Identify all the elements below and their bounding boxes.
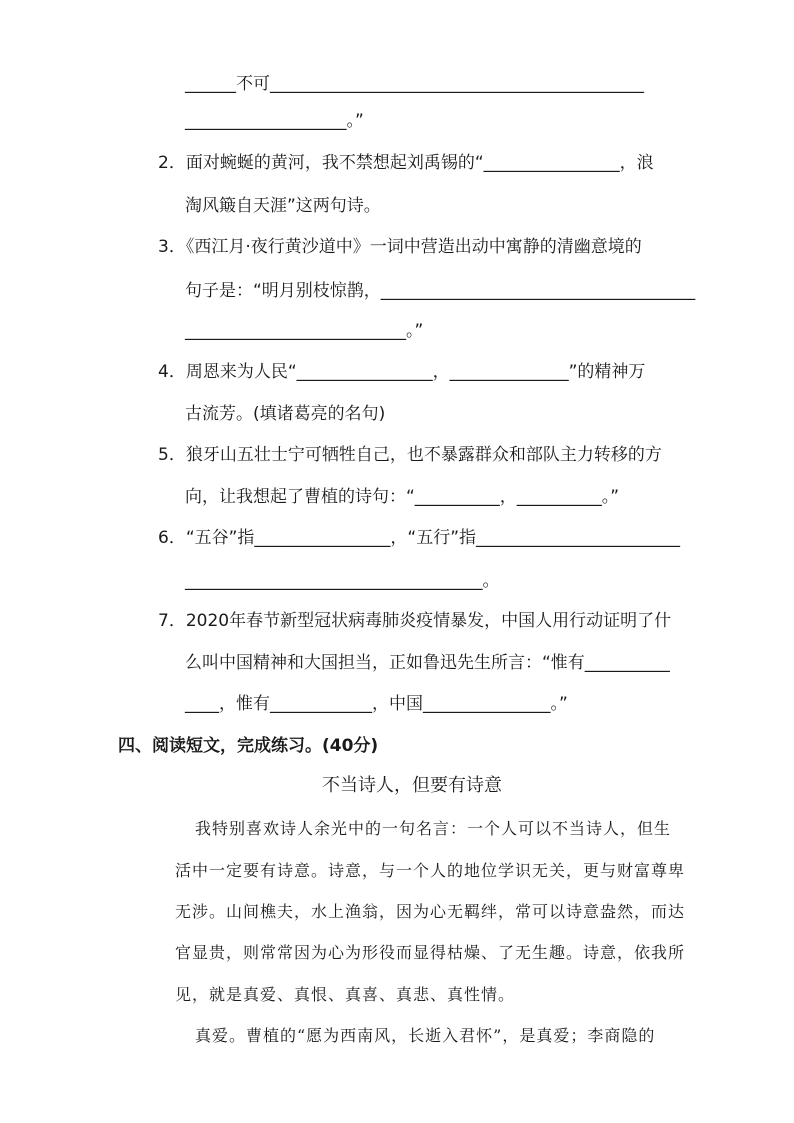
q1-line2: ___________________。” — [185, 111, 364, 131]
q2-line2: 淘风簸自天涯”这两句诗。 — [185, 196, 381, 216]
q1-line1: ______不可____________________________________________ — [185, 74, 644, 94]
q7-line3: ____，惟有____________，中国_______________。” — [185, 694, 568, 714]
q2-line1: 2．面对蜿蜒的黄河，我不禁想起刘禹锡的“________________，浪 — [158, 153, 654, 173]
article-p1-line: 活中一定要有诗意。诗意，与一个人的地位学识无关，更与财富尊卑 — [175, 861, 686, 880]
q7-line1: 7．2020年春节新型冠状病毒肺炎疫情暴发，中国人用行动证明了什 — [158, 611, 672, 631]
article-p1-line: 官显贵，则常常因为心为形役而显得枯燥、了无生趣。诗意，依我所 — [175, 943, 686, 962]
q6-line1: 6．“五谷”指________________，“五行”指________________________ — [158, 528, 681, 548]
q5-line2: 向，让我想起了曹植的诗句：“__________，__________。” — [185, 487, 620, 507]
article-title: 不当诗人，但要有诗意 — [322, 775, 502, 796]
article-p1-line: 见，就是真爱、真恨、真喜、真悲、真性情。 — [175, 985, 516, 1004]
section4-heading: 四、阅读短文，完成练习。(40分) — [118, 736, 379, 756]
q5-line1: 5．狼牙山五壮士宁可牺牲自己，也不暴露群众和部队主力转移的方 — [158, 445, 662, 465]
q3-line1: 3．《西江月·夜行黄沙道中》一词中营造出动中寓静的清幽意境的 — [158, 237, 642, 257]
article-p1-line: 无涉。山间樵夫，水上渔翁，因为心无羁绊，常可以诗意盎然，而达 — [175, 902, 686, 921]
q3-line3: __________________________。” — [185, 321, 424, 341]
q4-line1: 4．周恩来为人民“________________，______________”的精神万 — [158, 362, 646, 382]
q3-line2: 句子是：“明月别枝惊鹊，_____________________________________ — [185, 281, 696, 301]
q6-line2: ___________________________________。 — [185, 571, 500, 591]
article-p2-line: 真爱。曹植的“愿为西南风，长逝入君怀”，是真爱；李商隐的 — [195, 1026, 656, 1045]
q4-line2: 古流芳。(填诸葛亮的名句) — [185, 404, 386, 424]
article-p1-line: 我特别喜欢诗人余光中的一句名言：一个人可以不当诗人，但生 — [195, 819, 672, 838]
q7-line2: 么叫中国精神和大国担当，正如鲁迅先生所言：“惟有__________ — [185, 653, 670, 673]
